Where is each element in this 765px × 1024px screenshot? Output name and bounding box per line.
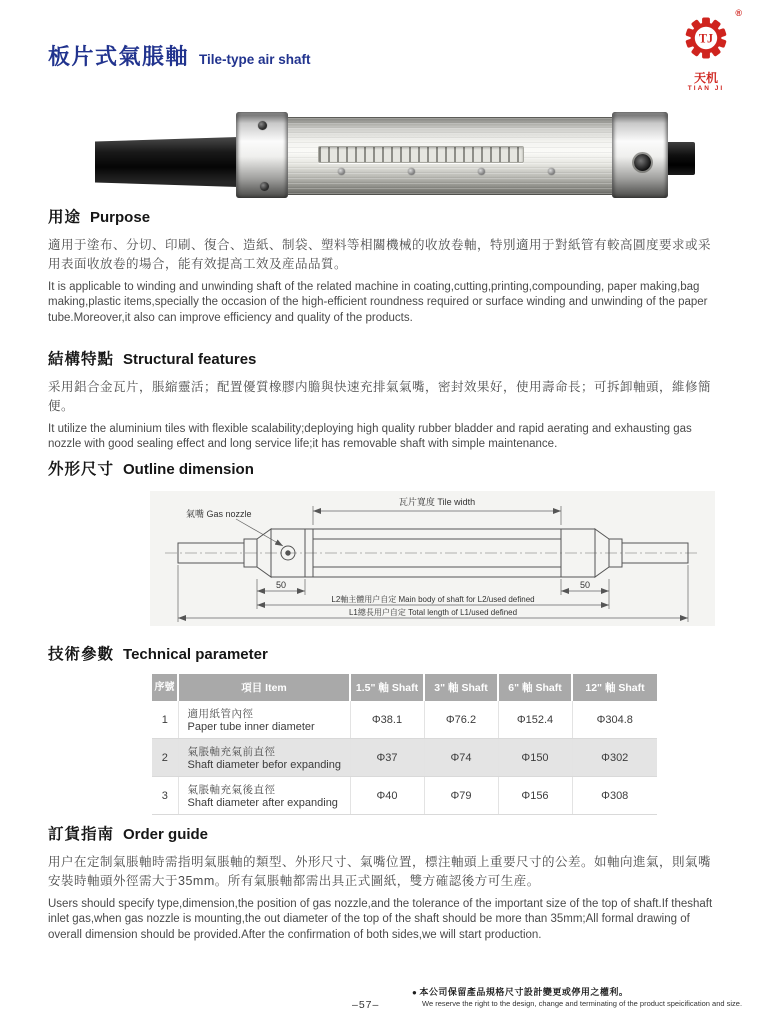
dim-50-left: 50: [275, 580, 287, 590]
table-row: [152, 701, 657, 739]
parameters-heading-zh: 技術參數: [48, 646, 115, 663]
col-header-3in: 3" 軸 Shaft: [424, 674, 498, 701]
order-heading-zh: 訂貨指南: [48, 826, 115, 843]
col-header-6in: 6" 軸 Shaft: [498, 674, 572, 701]
col-header-1-5in: 1.5" 軸 Shaft: [350, 674, 424, 701]
collar-left: [236, 112, 288, 198]
features-body-zh: 采用鋁合金瓦片，脹縮靈活；配置優質橡膠内膽與快速充排氣氣嘴，密封效果好，使用壽命長；可拆卸軸頭，維修簡便。: [48, 380, 712, 414]
screw-icon: [408, 168, 415, 175]
screw-icon: [338, 168, 345, 175]
gas-nozzle-valve: [634, 154, 651, 171]
purpose-body-en: It is applicable to winding and unwinding shaft of the related machine in coating,cutting,printing,compounding, paper making,bag making,plastic items,specially the occasion of the high-efficient roundness required or surface winding and unwinding of the paper tube.Moreover,it also can improve efficiency and quality of the products.: [48, 280, 708, 324]
brand-logo: [664, 10, 748, 92]
screw-icon: [258, 121, 267, 130]
dim-l1-label: L1總長用户自定 Total length of L1/used defined: [348, 608, 518, 617]
outline-drawing: [150, 491, 715, 626]
purpose-heading-en: Purpose: [90, 209, 151, 226]
row-value: Φ74: [424, 739, 498, 777]
product-photo: [95, 103, 707, 198]
section-parameters: [48, 642, 720, 815]
col-header-item: 項目 Item: [178, 674, 350, 701]
table-row: [152, 777, 657, 815]
row-no: 3: [152, 777, 178, 815]
features-heading: [48, 347, 720, 369]
row-value: Φ150: [498, 739, 572, 777]
collar-right: [612, 112, 668, 198]
section-order: [48, 822, 720, 944]
section-features: [48, 347, 720, 453]
footer-note-en: We reserve the right to the design, change and terminating of the product speicification and size.: [422, 999, 743, 1008]
footer-note: [412, 985, 762, 1008]
row-value: Φ308: [572, 777, 657, 815]
row-item-zh: 適用紙管內徑: [187, 708, 254, 720]
row-value: Φ76.2: [424, 701, 498, 739]
logo-name-en: TIAN JI: [687, 85, 725, 93]
col-header-seq: 序號: [152, 674, 178, 701]
gear-logo-icon: [678, 10, 734, 66]
dim-50-right: 50: [579, 580, 591, 590]
section-purpose: [48, 205, 720, 327]
dim-l2-label: L2軸主體用户自定 Main body of shaft for L2/used defined: [331, 595, 535, 604]
parameters-heading-en: Technical parameter: [123, 646, 268, 663]
table-row: [152, 739, 657, 777]
row-item-en: Paper tube inner diameter: [187, 721, 315, 733]
purpose-heading-zh: 用途: [48, 209, 82, 226]
parameters-heading: [48, 642, 720, 664]
row-item: [178, 777, 350, 815]
dimension-lines: [178, 506, 688, 622]
table-header-row: [152, 674, 657, 701]
outline-heading-zh: 外形尺寸: [48, 461, 115, 478]
page-title-zh: 板片式氣脹軸: [48, 44, 190, 69]
logo-monogram: TJ: [698, 31, 714, 46]
row-value: Φ152.4: [498, 701, 572, 739]
order-body-en: Users should specify type,dimension,the position of gas nozzle,and the tolerance of the important size of the top of shaft.If theshaft inlet gas,when gas nozzle is mounting,the out diameter of the top of the shaft should be more than 35mm;All formal drawing of overall dimension should be provided.After the confirmation of both sides,we will start production.: [48, 897, 713, 941]
row-value: Φ79: [424, 777, 498, 815]
outline-heading-en: Outline dimension: [123, 461, 254, 478]
shaft-body: [288, 117, 612, 195]
tile-slot: [318, 146, 524, 163]
row-value: Φ302: [572, 739, 657, 777]
row-no: 1: [152, 701, 178, 739]
row-value: Φ304.8: [572, 701, 657, 739]
shaft-end-left: [95, 137, 238, 187]
row-item: [178, 739, 350, 777]
logo-name-zh: 天机: [693, 71, 718, 85]
tile-width-label: 瓦片寬度 Tile width: [398, 497, 476, 507]
registered-mark: ®: [735, 8, 742, 18]
features-body-en: It utilize the aluminium tiles with flexible scalability;deploying high quality rubber bladder and rapid aerating and exhausting gas nozzle with good sealing effect and long service life;it has removable shaft with simple maintenance.: [48, 422, 692, 451]
order-heading-en: Order guide: [123, 826, 209, 843]
order-heading: [48, 822, 720, 844]
bullet-icon: ●: [412, 988, 418, 997]
section-outline: [48, 457, 720, 626]
features-heading-zh: 結構特點: [48, 351, 115, 368]
row-item-zh: 氣脹軸充氣前直徑: [187, 746, 276, 758]
row-value: Φ38.1: [350, 701, 424, 739]
page-title: [48, 40, 311, 71]
features-heading-en: Structural features: [123, 351, 257, 368]
row-item: [178, 701, 350, 739]
row-value: Φ156: [498, 777, 572, 815]
row-value: Φ37: [350, 739, 424, 777]
page-title-en: Tile-type air shaft: [199, 52, 311, 67]
order-body-zh: 用户在定制氣脹軸時需指明氣脹軸的類型、外形尺寸、氣嘴位置，標注軸頭上重要尺寸的公差。如軸向進氣，則氣嘴安裝時軸頭外徑需大于35mm。所有氣脹軸都需出具正式圖紙，雙方確認後方可生産。: [48, 855, 712, 889]
footer-note-zh: [412, 985, 762, 998]
col-header-12in: 12" 軸 Shaft: [572, 674, 657, 701]
screw-icon: [478, 168, 485, 175]
screw-icon: [260, 182, 269, 191]
purpose-heading: [48, 205, 720, 227]
parameter-table: [152, 674, 657, 815]
outline-heading: [48, 457, 720, 479]
row-item-en: Shaft diameter befor expanding: [187, 759, 341, 771]
row-no: 2: [152, 739, 178, 777]
gas-nozzle-label: 氣嘴 Gas nozzle: [186, 509, 252, 519]
row-value: Φ40: [350, 777, 424, 815]
footer-note-zh-text: 本公司保留產品規格尺寸設計變更或停用之權利。: [419, 987, 629, 997]
row-item-en: Shaft diameter after expanding: [187, 797, 338, 809]
purpose-body-zh: 適用于塗布、分切、印刷、復合、造紙、制袋、塑料等相關機械的收放卷軸，特別適用于對紙管有較高圓度要求或采用表面收放卷的場合，能有效提高工效及産品品質。: [48, 238, 712, 272]
screw-icon: [548, 168, 555, 175]
row-item-zh: 氣脹軸充氣後直徑: [187, 784, 276, 796]
page-number: –57–: [352, 999, 380, 1011]
